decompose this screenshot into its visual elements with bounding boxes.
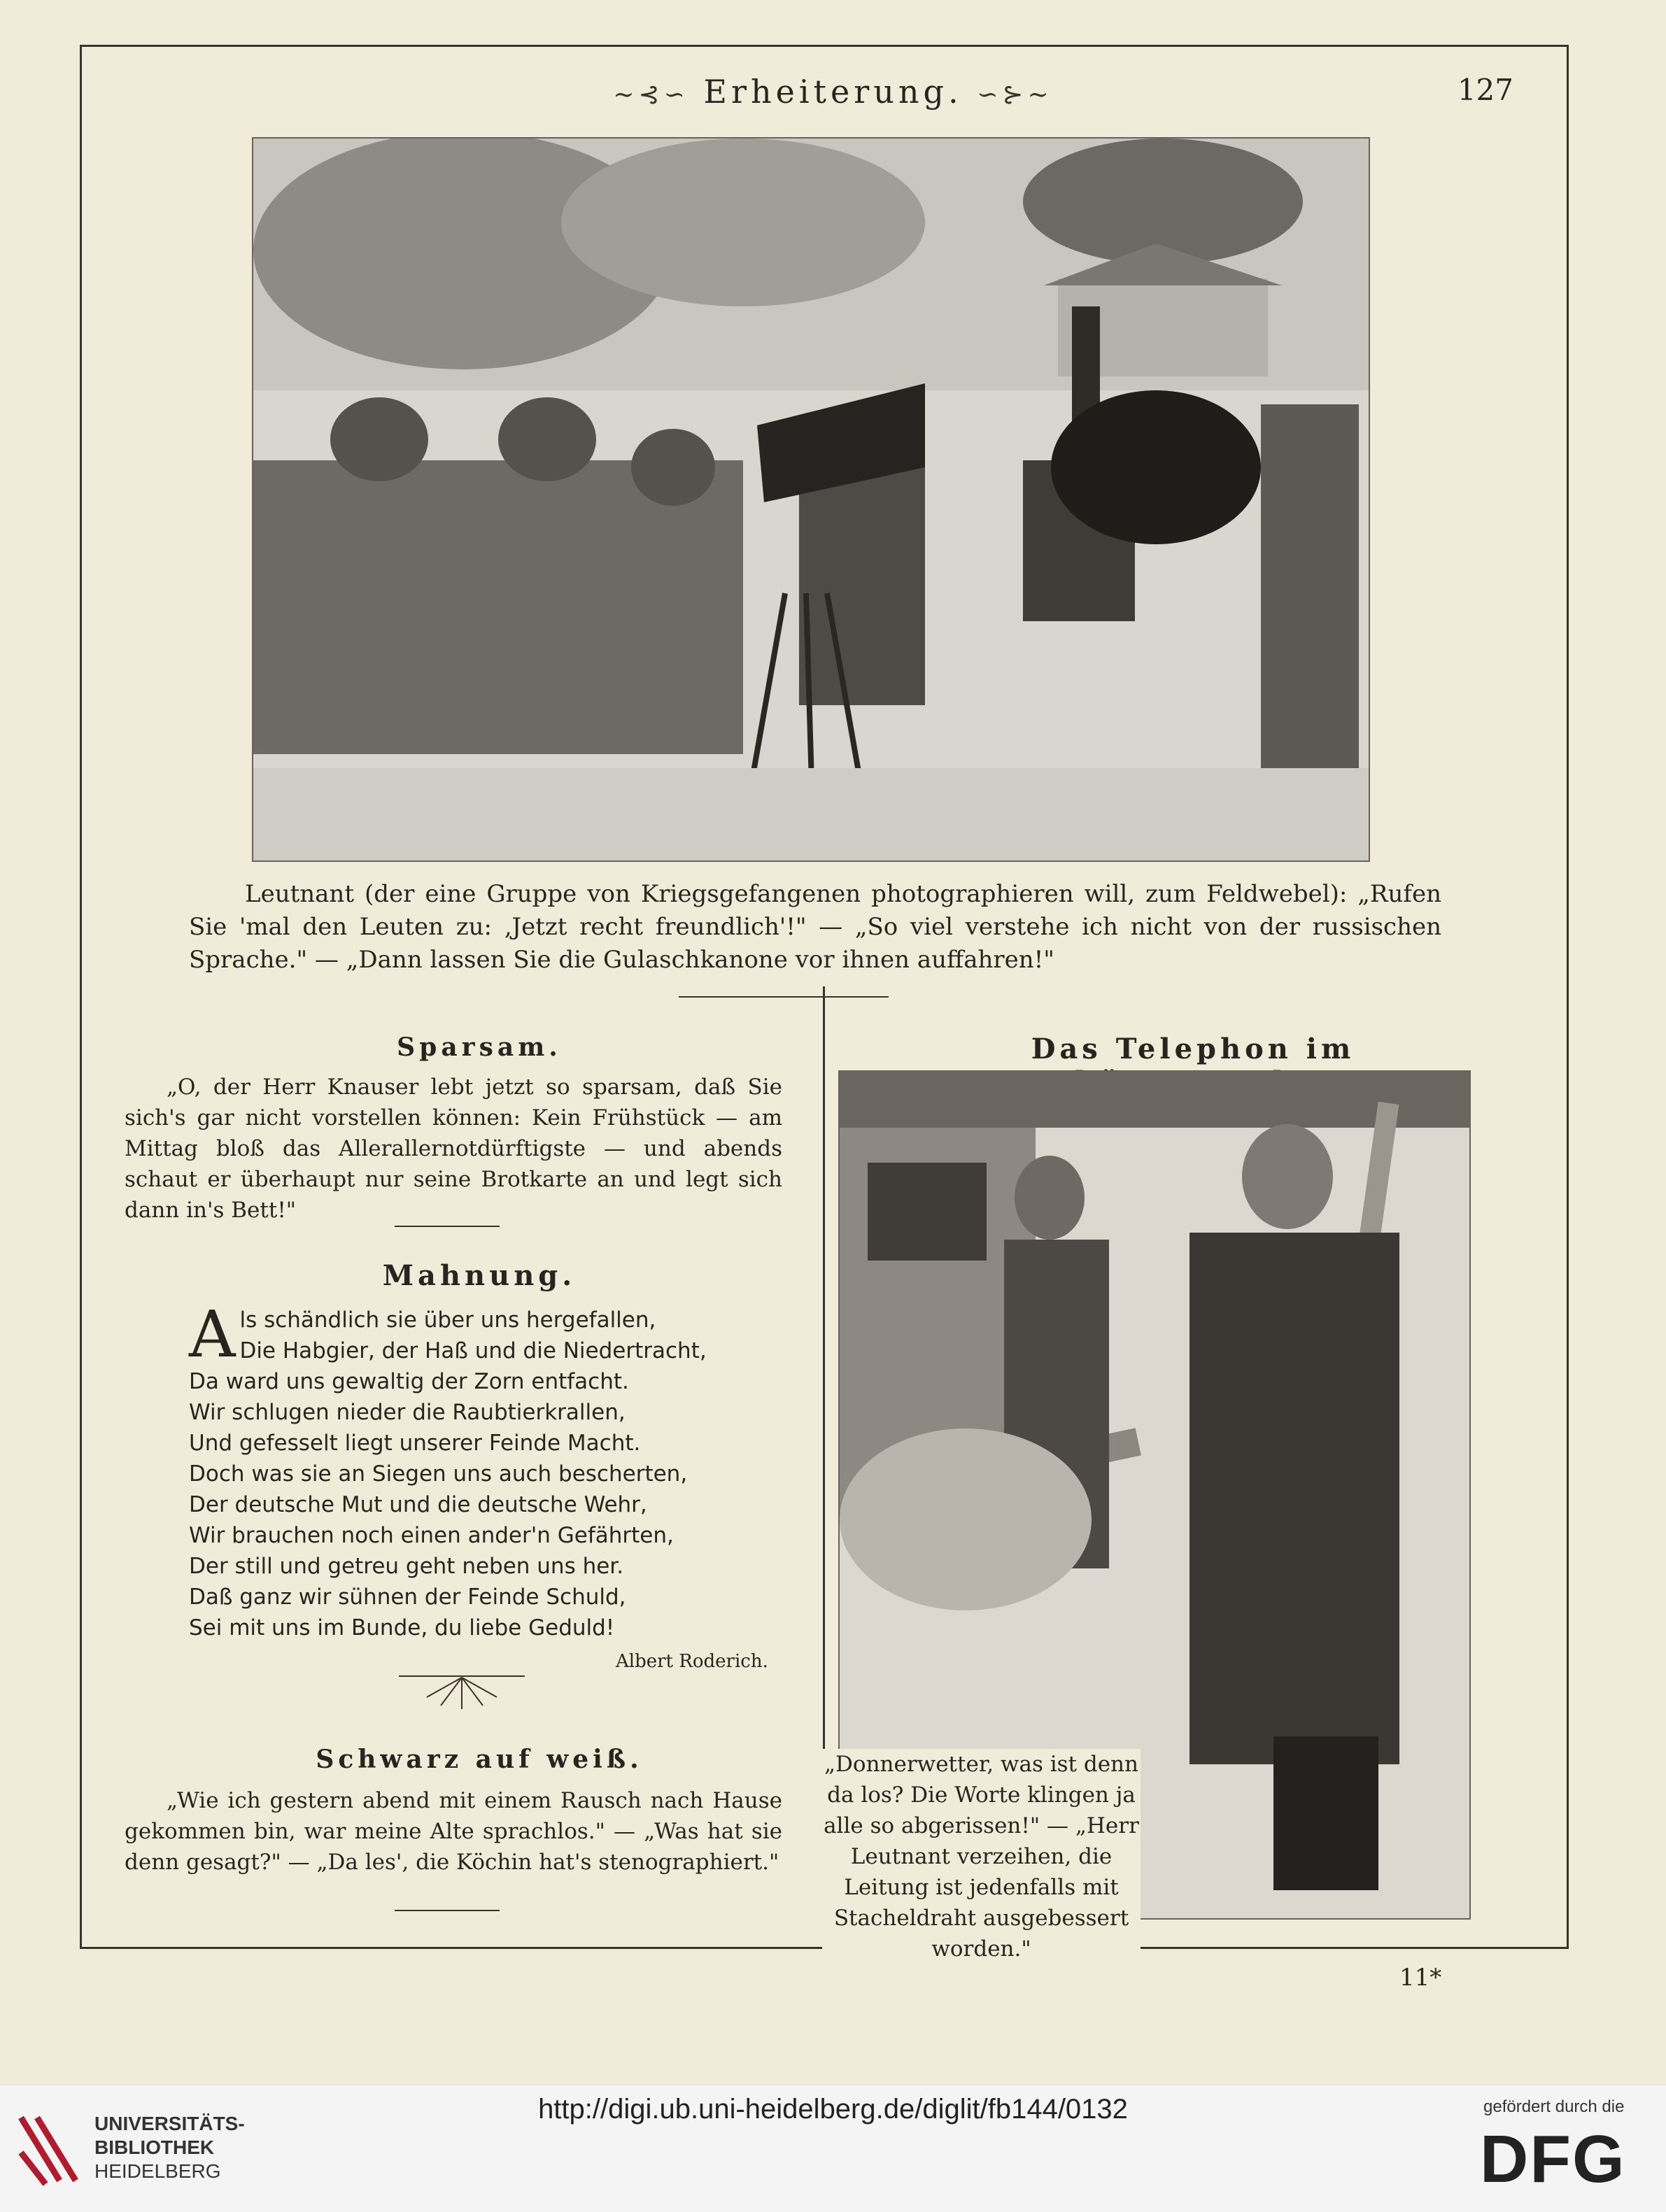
schwarz-text: „Wie ich gestern abend mit einem Rausch nach Hause gekommen bin, war meine Alte sprachlos." — „Was hat sie denn gesagt?" — „Da les', die Köchin hat's stenographiert." xyxy=(125,1788,782,1875)
poem-line: ls schändlich sie über uns hergefallen, xyxy=(239,1307,656,1333)
poem-line: Doch was sie an Siegen uns auch bescherten, xyxy=(189,1461,688,1487)
dfg-logo: DFG xyxy=(1480,2122,1626,2197)
header-ornament-right: ∽⊱~ xyxy=(977,80,1053,109)
schwarz-title: Schwarz auf weiß. xyxy=(316,1745,643,1774)
poem-line: Sei mit uns im Bunde, du liebe Geduld! xyxy=(189,1615,615,1640)
prisoners-photo-scene xyxy=(253,139,1369,860)
poem-line: Der still und getreu geht neben uns her. xyxy=(189,1554,624,1579)
sparsam-title: Sparsam. xyxy=(397,1033,562,1062)
poem-line: Wir schlugen nieder die Raubtierkrallen, xyxy=(189,1400,626,1425)
poem-line: Daß ganz wir sühnen der Feinde Schuld, xyxy=(189,1584,626,1610)
separator-rule xyxy=(395,1226,500,1227)
poem-line: Wir brauchen noch einen ander'n Gefährten, xyxy=(189,1523,674,1548)
poem-author: Albert Roderich. xyxy=(616,1651,768,1672)
top-caption xyxy=(189,878,1441,977)
folio-mark: 11* xyxy=(1399,1964,1442,1992)
mahnung-poem xyxy=(189,1297,770,1643)
page-number: 127 xyxy=(1457,73,1513,107)
page-title: Erheiterung. xyxy=(703,73,963,111)
poem-line: Und gefesselt liegt unserer Feinde Macht. xyxy=(189,1431,641,1456)
mahnung-title: Mahnung. xyxy=(382,1259,577,1292)
poem-dropcap: A xyxy=(189,1297,236,1372)
separator-rule xyxy=(395,1910,500,1911)
sunburst-ornament xyxy=(392,1671,532,1720)
library-name-line3: HEIDELBERG xyxy=(94,2160,221,2182)
poem-line: Die Habgier, der Haß und die Niedertracht, xyxy=(239,1338,707,1363)
permalink-url[interactable]: http://digi.ub.uni-heidelberg.de/diglit/fb144/0132 xyxy=(538,2094,1128,2125)
library-name-line2: BIBLIOTHEK xyxy=(94,2136,215,2158)
library-name-line1: UNIVERSITÄTS- xyxy=(94,2113,245,2134)
page-header xyxy=(0,73,1666,111)
header-ornament-left: ~⊰∽ xyxy=(613,80,689,109)
telephon-title: Das Telephon im xyxy=(1031,1033,1355,1065)
funding-label: gefördert durch die xyxy=(1483,2097,1625,2116)
separator-rule xyxy=(679,996,889,998)
poem-line: Da ward uns gewaltig der Zorn entfacht. xyxy=(189,1369,629,1394)
top-illustration xyxy=(252,137,1370,862)
poem-line: Der deutsche Mut und die deutsche Wehr, xyxy=(189,1492,647,1517)
sparsam-text: „O, der Herr Knauser lebt jetzt so sparsam, daß Sie sich's gar nicht vorstellen können: Kein Frühstück — am Mittag bloß das Allerallernotdürftigste — und abends schaut er überhaupt nur seine Brotkarte an und legt sich dann in's Bett!" xyxy=(125,1075,782,1223)
top-caption-text: Leutnant (der eine Gruppe von Kriegsgefangenen photographieren will, zum Feldwebel): „Rufen Sie 'mal den Leuten zu: ‚Jetzt recht freundlich'!" — „So viel verstehe ich nicht von der russischen Sprache." — „Dann lassen Sie die Gulaschkanone vor ihnen auffahren!" xyxy=(189,880,1441,974)
telephon-caption: „Donnerwetter, was ist denn da los? Die Worte klingen ja alle so abgerissen!" — „Herr Leutnant verzeihen, die Leitung ist jedenfalls mit Stacheldraht ausgebessert worden." xyxy=(822,1749,1141,1964)
